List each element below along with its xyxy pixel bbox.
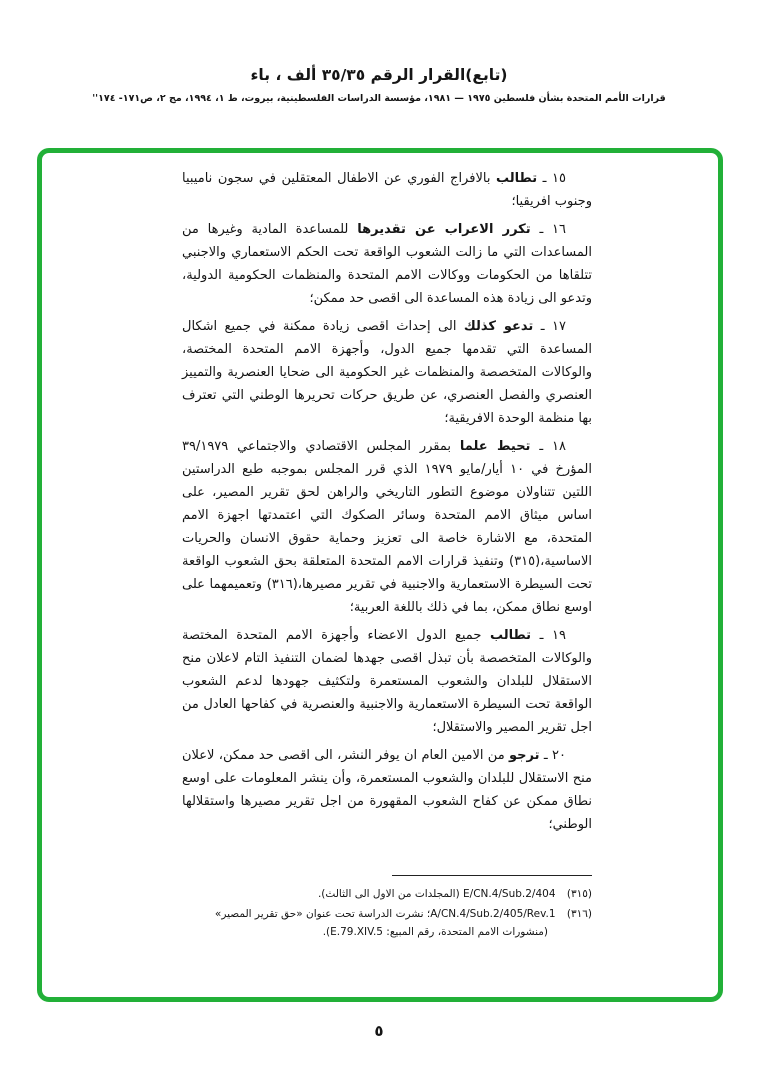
resolution-clause-18 xyxy=(182,435,592,619)
resolution-clause-19 xyxy=(182,624,592,739)
clause-number: ١٧ ـ xyxy=(540,319,566,334)
clause-number: ١٥ ـ xyxy=(542,171,566,186)
resolution-clause-20 xyxy=(182,744,592,836)
clause-number: ١٩ ـ xyxy=(539,628,566,643)
page-number: ٥ xyxy=(374,1022,384,1040)
clause-lead: تحيط علما xyxy=(459,439,531,454)
footnote-separator xyxy=(392,875,592,876)
footnote-315 xyxy=(182,885,592,903)
resolution-clause-16 xyxy=(182,218,592,310)
clause-number: ٢٠ ـ xyxy=(543,748,566,763)
footnote-area xyxy=(182,875,592,943)
clause-text: بمقرر المجلس الاقتصادي والاجتماعي ٣٩/١٩٧٩ المؤرخ في ١٠ أيار/مايو ١٩٧٩ الذي قرر المجلس بموجبه طبع الدراستين اللتين تتناولان موضوع التطور التاريخي والراهن لحق تقرير المصير، على اساس ميثاق الامم المتحدة وسائر الصكوك التي اعتمدتها اجهزة الامم المتحدة، مع الاشارة خاصة الى تعزيز وحماية حقوق الانسان والحريات الاساسية،(٣١٥) وتنفيذ قرارات الامم المتحدة المتعلقة بحق الشعوب الواقعة تحت السيطرة الاستعمارية والاجنبية في تقرير مصيرها،(٣١٦) وتعميمهما على اوسع نطاق ممكن، بما في ذلك باللغة العربية؛ xyxy=(182,439,592,615)
footnote-marker: (٣١٥) xyxy=(566,888,592,900)
page-header xyxy=(0,66,758,104)
footnote-text: A/CN.4/Sub.2/405/Rev.1؛ نشرت الدراسة تحت عنوان «حق تقرير المصير» (منشورات الامم المتحدة، رقم المبيع: E.79.XIV.5). xyxy=(214,908,556,938)
footnotes xyxy=(182,885,592,941)
footnote-marker: (٣١٦) xyxy=(566,908,592,920)
content-border-box xyxy=(37,148,723,1002)
clause-lead: تكرر الاعراب عن تقديرها xyxy=(357,222,531,237)
footnote-text: E/CN.4/Sub.2/404 (المجلدات من الاول الى الثالث). xyxy=(317,888,556,900)
resolution-clause-17 xyxy=(182,315,592,430)
clause-text: من الامين العام ان يوفر النشر، الى اقصى حد ممكن، لاعلان منح الاستقلال للبلدان والشعوب المستعمرة، وأن ينشر المعلومات على اوسع نطاق ممكن عن كفاح الشعوب المقهورة من اجل تقرير مصيرها واستقلالها الوطني؛ xyxy=(182,748,592,832)
resolution-body xyxy=(182,167,592,836)
clause-lead: تطالب xyxy=(496,171,538,186)
footnote-316 xyxy=(182,905,592,941)
clause-text: جميع الدول الاعضاء وأجهزة الامم المتحدة المختصة والوكالات المتخصصة بأن تبذل اقصى جهدها لضمان التنفيذ التام لاعلان منح الاستقلال للبلدان والشعوب المستعمرة ولتكثيف جهودها لدعم الشعوب الواقعة تحت السيطرة الاستعمارية والاجنبية والعنصرية في كفاحها العادل من اجل تقرير المصير والاستقلال؛ xyxy=(182,628,592,735)
clause-text: الى إحداث اقصى زيادة ممكنة في جميع اشكال المساعدة التي تقدمها جميع الدول، وأجهزة الامم المتحدة المختصة، والوكالات المتخصصة والمنظمات غير الحكومية الى ضحايا العنصرية والتمييز العنصري والفصل العنصري، عن طريق حركات تحريرها الوطني التي تعترف بها منظمة الوحدة الافريقية؛ xyxy=(182,319,592,426)
clause-number: ١٨ ـ xyxy=(539,439,566,454)
resolution-title: (تابع)القرار الرقم ٣٥/٣٥ ألف ، باء xyxy=(250,66,508,84)
clause-lead: تطالب xyxy=(489,628,532,643)
clause-text: بالافراج الفوري عن الاطفال المعتقلين في سجون ناميبيا وجنوب افريقيا؛ xyxy=(182,171,592,209)
resolution-clause-15 xyxy=(182,167,592,213)
clause-text: للمساعدة المادية وغيرها من المساعدات التي ما زالت الشعوب الواقعة تحت الحكم الاستعماري والاجنبي تتلقاها من الحكومات ووكالات الامم المتحدة والمنظمات الحكومية الدولية، وتدعو الى زيادة هذه المساعدة الى اقصى حد ممكن؛ xyxy=(182,222,592,306)
clause-lead: تدعو كذلك xyxy=(463,319,534,334)
clause-number: ١٦ ـ xyxy=(539,222,567,237)
clause-lead: ترجو xyxy=(509,748,540,763)
source-citation: قرارات الأمم المتحدة بشأن فلسطين ١٩٧٥ — ١٩٨١، مؤسسة الدراسات الفلسطينية، بيروت، ط ١، ١٩٩٤، مج ٢، ص١٧١- ١٧٤'' xyxy=(92,93,666,104)
